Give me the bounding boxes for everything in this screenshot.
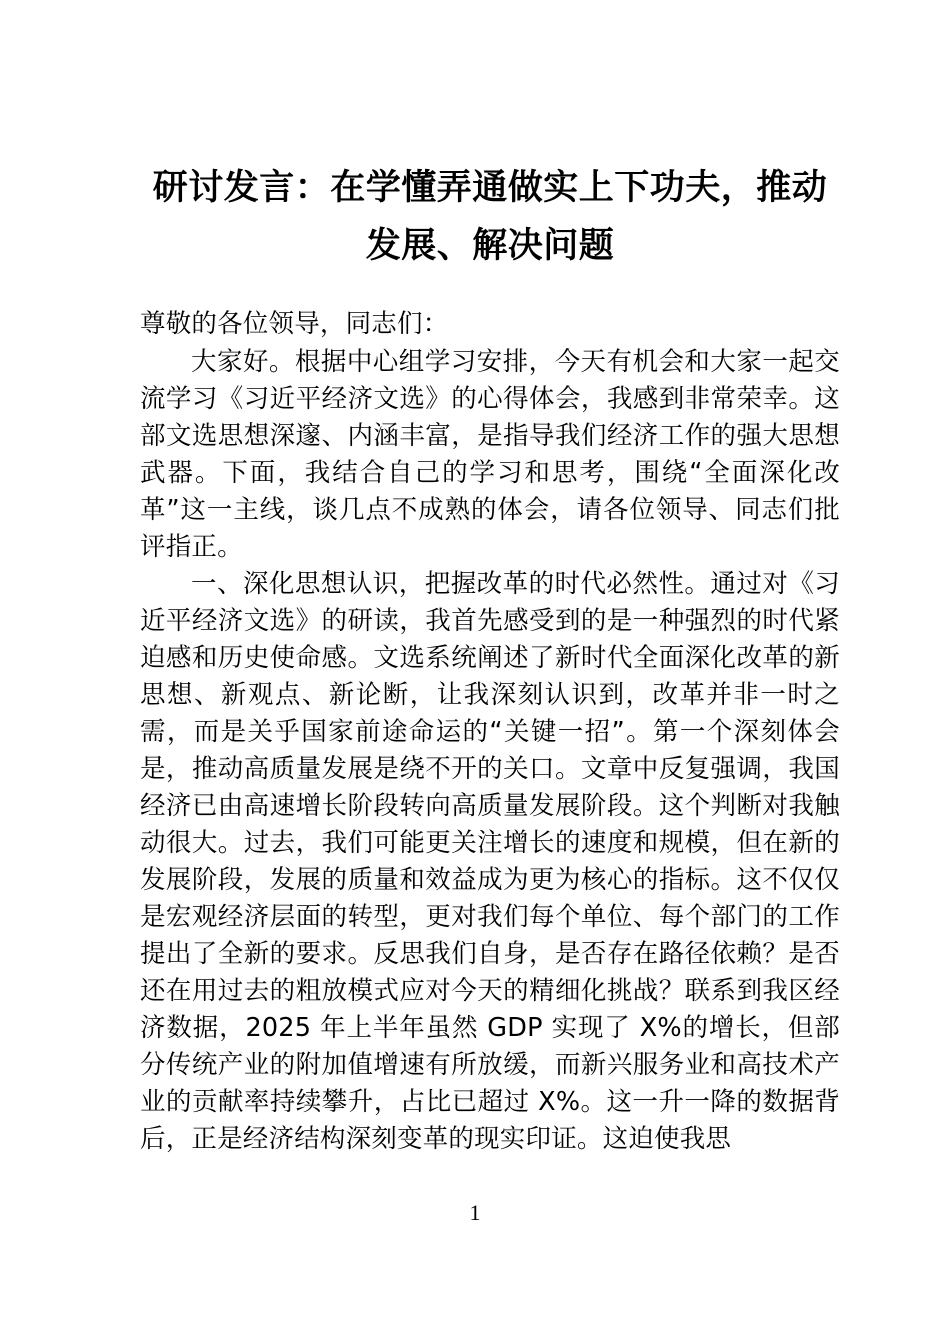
body-paragraph-2: 一、深化思想认识，把握改革的时代必然性。通过对《习近平经济文选》的研读，我首先感受到的是一种强烈的时代紧迫感和历史使命感。文选系统阐述了新时代全面深化改革的新思想、新观点、新论断，让我深刻认识到，改革并非一时之需，而是关乎国家前途命运的“关键一招”。第一个深刻体会是，推动高质量发展是绕不开的关口。文章中反复强调，我国经济已由高速增长阶段转向高质量发展阶段。这个判断对我触动很大。过去，我们可能更关注增长的速度和规模，但在新的发展阶段，发展的质量和效益成为更为核心的指标。这不仅仅是宏观经济层面的转型，更对我们每个单位、每个部门的工作提出了全新的要求。反思我们自身，是否存在路径依赖？是否还在用过去的粗放模式应对今天的精细化挑战？联系到我区经济数据，2025 年上半年虽然 GDP 实现了 X%的增长，但部分传统产业的附加值增速有所放缓，而新兴服务业和高技术产业的贡献率持续攀升，占比已超过 X%。这一升一降的数据背后，正是经济结构深刻变革的现实印证。这迫使我思 bbox=[140, 569, 840, 1154]
salutation-line: 尊敬的各位领导，同志们： bbox=[140, 308, 449, 339]
page-number: 1 bbox=[469, 1200, 481, 1225]
page-title: 研讨发言：在学懂弄通做实上下功夫，推动发展、解决问题 bbox=[152, 168, 828, 266]
body-paragraph-1: 大家好。根据中心组学习安排，今天有机会和大家一起交流学习《习近平经济文选》的心得体会，我感到非常荣幸。这部文选思想深邃、内涵丰富，是指导我们经济工作的强大思想武器。下面，我结合自己的学习和思考，围绕“全面深化改革”这一主线，谈几点不成熟的体会，请各位领导、同志们批评指正。 bbox=[140, 347, 840, 563]
